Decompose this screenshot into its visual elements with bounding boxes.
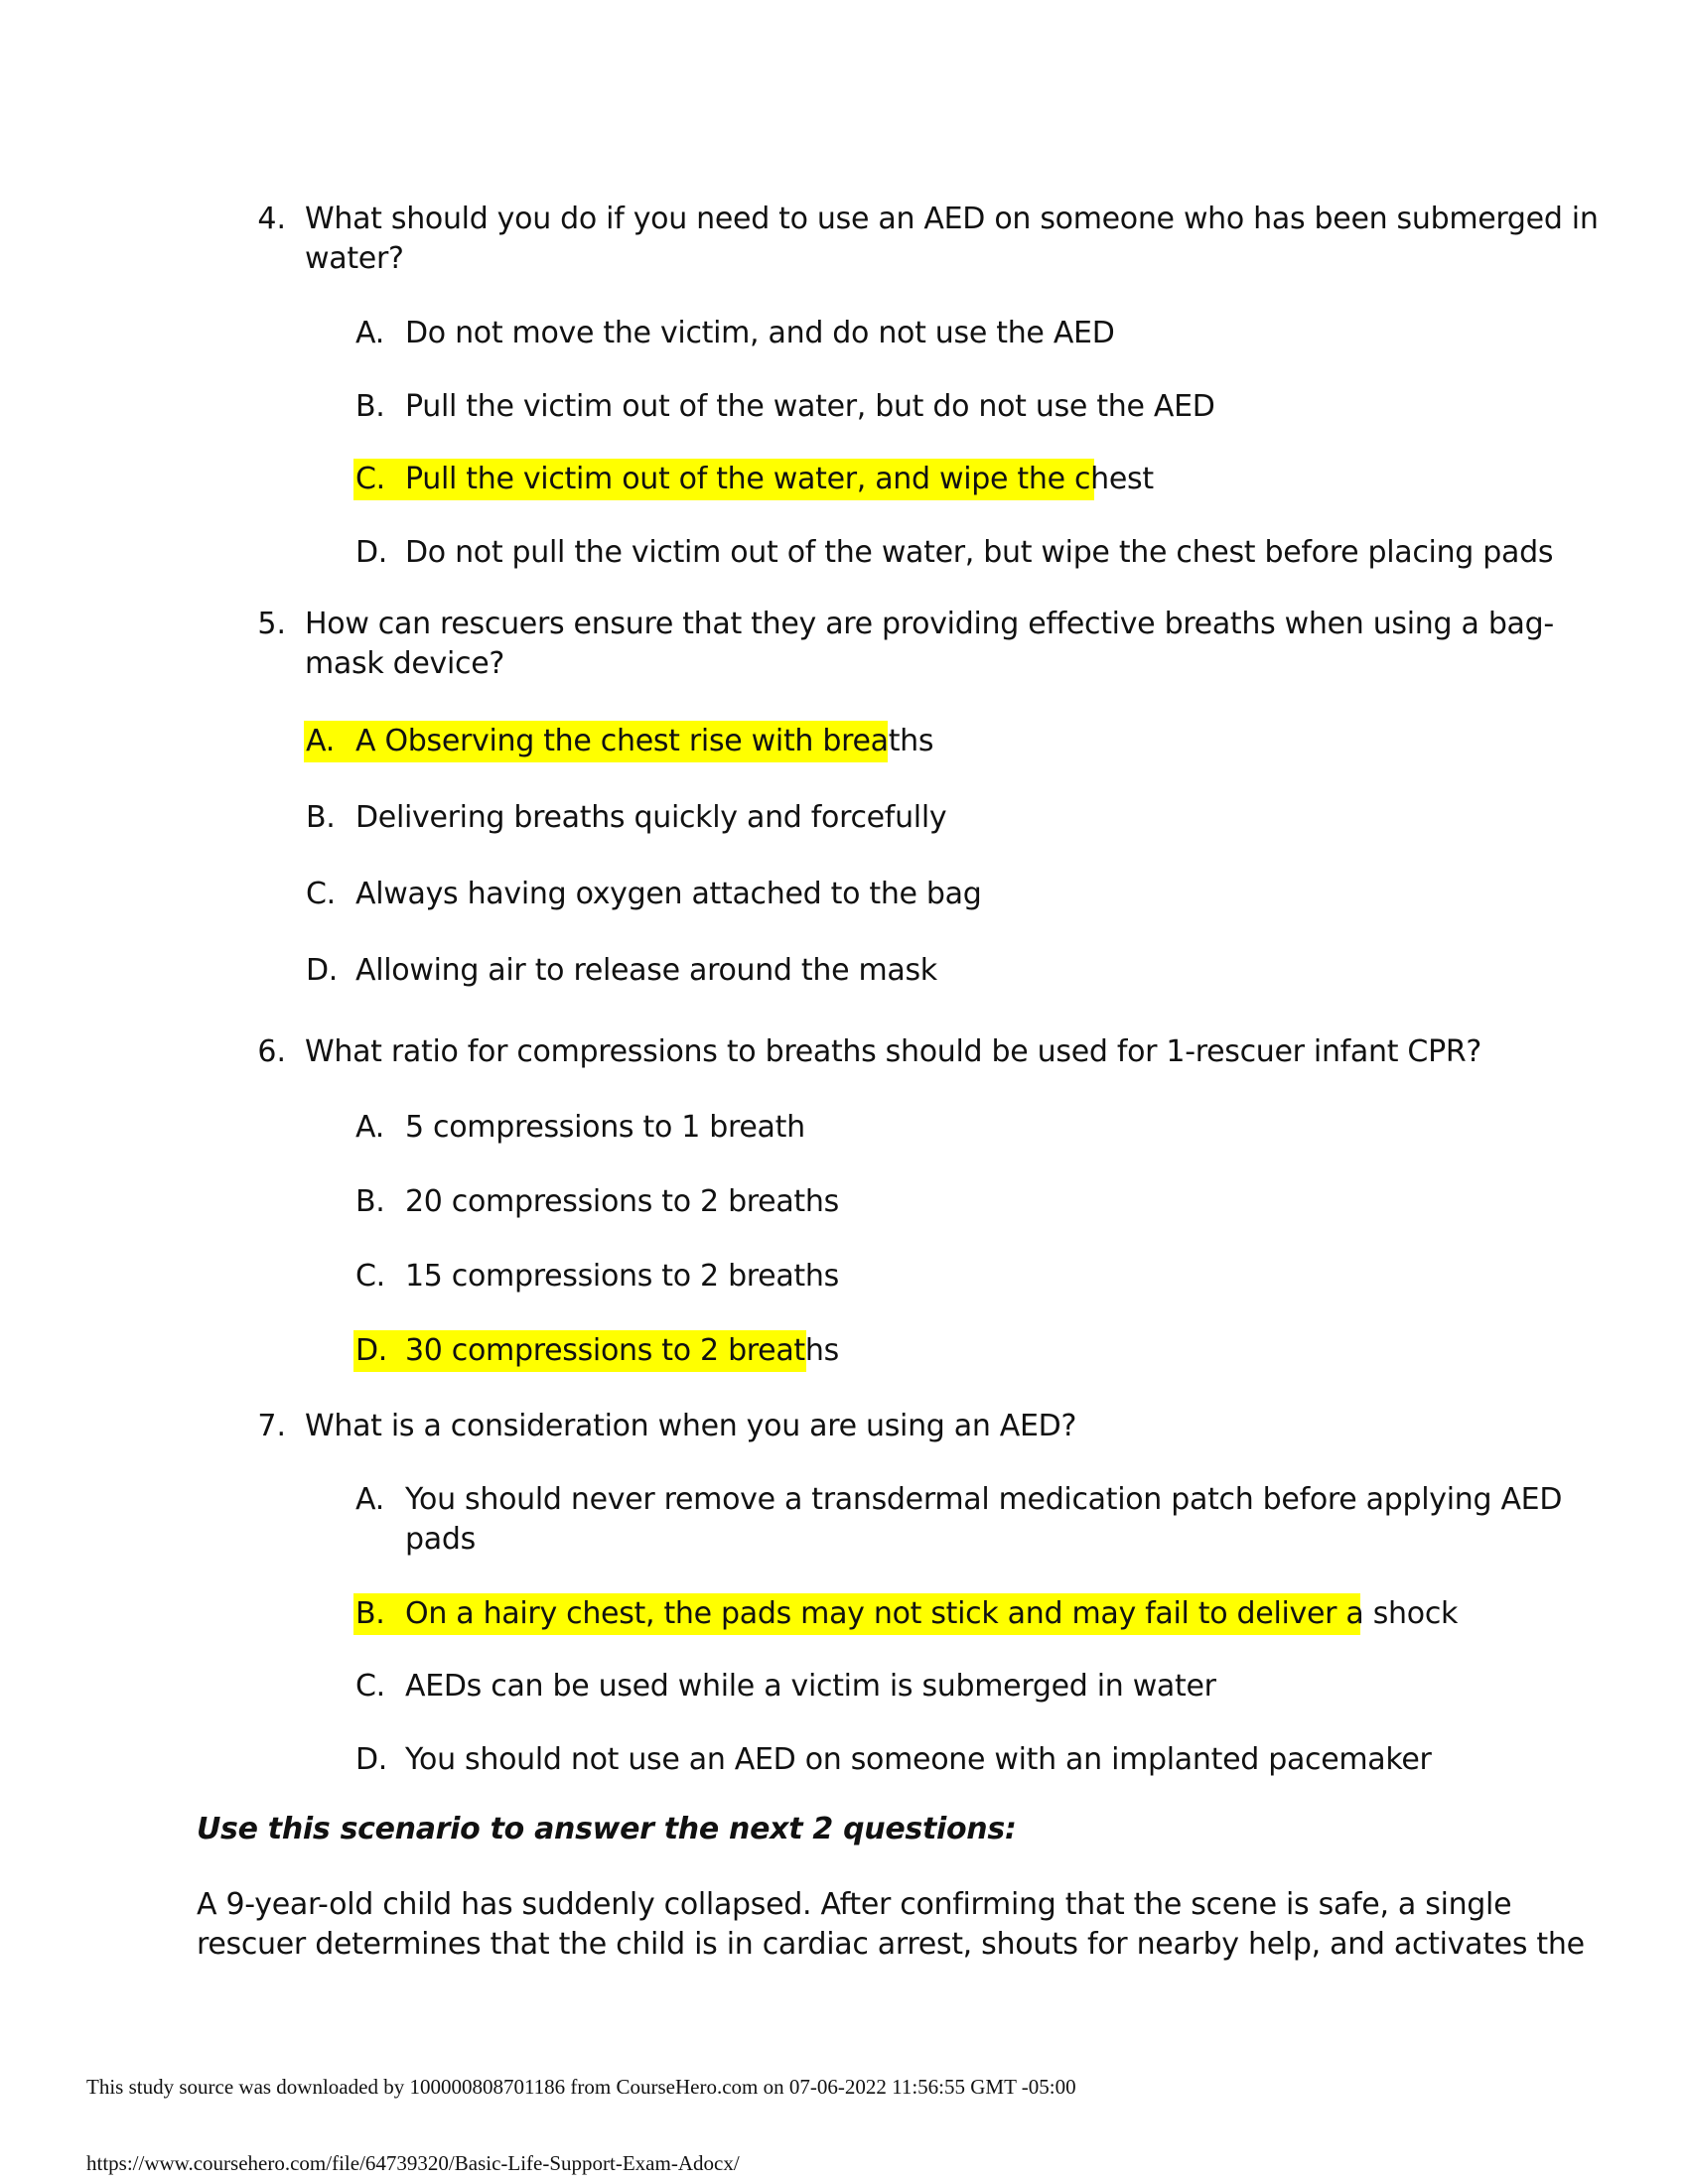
question-text: How can rescuers ensure that they are providing effective breaths when using a bag- xyxy=(305,607,1554,641)
option-text: 30 compressions to 2 breaths xyxy=(405,1333,839,1368)
option-text: 5 compressions to 1 breath xyxy=(405,1110,805,1145)
option-text: On a hairy chest, the pads may not stick and may fail to deliver a shock xyxy=(405,1596,1459,1631)
option-a xyxy=(355,314,1115,353)
option-a xyxy=(355,1108,805,1148)
download-note: This study source was downloaded by 100000808701186 from CourseHero.com on 07-06-2022 11:56:55 GMT -05:00 xyxy=(86,2075,1076,2099)
option-label: C. xyxy=(355,1669,385,1704)
question-number: 4. xyxy=(257,202,286,236)
source-url[interactable]: https://www.coursehero.com/file/64739320/Basic-Life-Support-Exam-Adocx/ xyxy=(86,2151,740,2175)
option-a xyxy=(306,722,933,761)
option-label: D. xyxy=(355,1742,388,1777)
option-b xyxy=(355,1182,839,1222)
option-text: AEDs can be used while a victim is submerged in water xyxy=(405,1669,1216,1704)
option-text: Do not move the victim, and do not use the AED xyxy=(405,316,1115,350)
option-label: D. xyxy=(355,535,388,570)
option-label: D. xyxy=(306,953,339,988)
option-a xyxy=(355,1480,1562,1520)
option-b xyxy=(355,1594,1458,1634)
option-label: A. xyxy=(306,724,335,758)
option-c xyxy=(355,460,1154,499)
option-text: You should not use an AED on someone with an implanted pacemaker xyxy=(405,1742,1432,1777)
option-label: B. xyxy=(355,1184,385,1219)
option-text: Always having oxygen attached to the bag xyxy=(355,877,982,911)
option-b xyxy=(306,798,946,838)
option-b xyxy=(355,387,1215,427)
question-text-continued: water? xyxy=(305,241,404,276)
question-text: What is a consideration when you are using an AED? xyxy=(305,1409,1077,1443)
question-text: What ratio for compressions to breaths should be used for 1-rescuer infant CPR? xyxy=(305,1034,1482,1069)
scenario-heading: Use this scenario to answer the next 2 questions: xyxy=(197,1812,1017,1846)
option-text: Pull the victim out of the water, and wipe the chest xyxy=(405,462,1154,496)
option-text: You should never remove a transdermal medication patch before applying AED xyxy=(405,1482,1563,1517)
option-d xyxy=(355,533,1553,573)
option-label: A. xyxy=(355,1482,384,1517)
question-number: 5. xyxy=(257,607,286,641)
option-d xyxy=(355,1331,839,1371)
option-label: B. xyxy=(355,1596,385,1631)
question-number: 6. xyxy=(257,1034,286,1069)
option-label: C. xyxy=(306,877,336,911)
option-label: A. xyxy=(355,1110,384,1145)
option-d xyxy=(306,951,937,991)
option-label: B. xyxy=(355,389,385,424)
option-label: D. xyxy=(355,1333,388,1368)
option-label: C. xyxy=(355,1259,385,1294)
option-c xyxy=(355,1667,1216,1706)
option-label: A. xyxy=(355,316,384,350)
option-c xyxy=(355,1257,839,1297)
scenario-text: A 9-year-old child has suddenly collapsed. After confirming that the scene is safe, a single xyxy=(197,1887,1512,1922)
option-text: Delivering breaths quickly and forcefully xyxy=(355,800,947,835)
option-text: Allowing air to release around the mask xyxy=(355,953,937,988)
option-text: Do not pull the victim out of the water, but wipe the chest before placing pads xyxy=(405,535,1554,570)
option-d xyxy=(355,1740,1432,1780)
option-label: B. xyxy=(306,800,336,835)
option-text: 15 compressions to 2 breaths xyxy=(405,1259,839,1294)
option-text: 20 compressions to 2 breaths xyxy=(405,1184,839,1219)
question-text: What should you do if you need to use an AED on someone who has been submerged in xyxy=(305,202,1599,236)
option-a-continued: pads xyxy=(405,1522,476,1557)
option-c xyxy=(306,875,982,914)
option-text: Pull the victim out of the water, but do not use the AED xyxy=(405,389,1215,424)
question-number: 7. xyxy=(257,1409,286,1443)
option-label: C. xyxy=(355,462,385,496)
scenario-text-continued: rescuer determines that the child is in cardiac arrest, shouts for nearby help, and activates the xyxy=(197,1927,1585,1962)
question-text-continued: mask device? xyxy=(305,646,505,681)
option-text: A Observing the chest rise with breaths xyxy=(355,724,934,758)
